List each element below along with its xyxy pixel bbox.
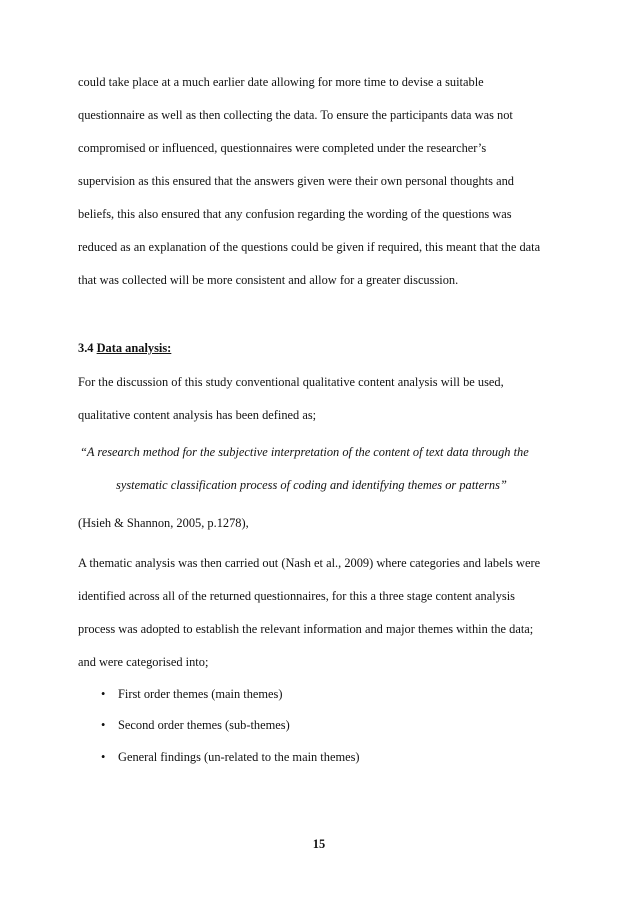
paragraph-line: For the discussion of this study conventional qualitative content analysis will be used, (78, 375, 504, 389)
list-item: Second order themes (sub-themes) (118, 718, 290, 732)
page-number: 15 (312, 837, 326, 851)
quote-line: “A research method for the subjective interpretation of the content of text data through the (80, 445, 529, 459)
section-title: Data analysis: (96, 341, 172, 355)
quote-line: systematic classification process of coding and identifying themes or patterns” (116, 478, 507, 492)
paragraph-line: process was adopted to establish the relevant information and major themes within the data; (78, 622, 534, 636)
citation: (Hsieh & Shannon, 2005, p.1278), (78, 516, 249, 530)
paragraph-line: and were categorised into; (78, 655, 209, 669)
list-item: General findings (un-related to the main themes) (118, 750, 360, 764)
list-item: First order themes (main themes) (118, 687, 283, 701)
paragraph-line: identified across all of the returned questionnaires, for this a three stage content analysis (78, 589, 515, 603)
paragraph-line: A thematic analysis was then carried out (Nash et al., 2009) where categories and labels were (78, 556, 541, 570)
paragraph-line: qualitative content analysis has been defined as; (78, 408, 317, 422)
bullet-dot-icon: • (101, 750, 106, 764)
paragraph-line: reduced as an explanation of the questions could be given if required, this meant that the data (78, 240, 541, 254)
section-heading (78, 340, 171, 356)
paragraph-line: beliefs, this also ensured that any confusion regarding the wording of the questions was (78, 207, 512, 221)
bullet-dot-icon: • (101, 718, 106, 732)
paragraph-line: compromised or influenced, questionnaires were completed under the researcher’s (78, 141, 487, 155)
bullet-dot-icon: • (101, 687, 106, 701)
paragraph-line: could take place at a much earlier date allowing for more time to devise a suitable (78, 75, 484, 89)
paragraph-line: questionnaire as well as then collecting the data. To ensure the participants data was not (78, 108, 513, 122)
section-number: 3.4 (78, 341, 94, 355)
paragraph-line: supervision as this ensured that the answers given were their own personal thoughts and (78, 174, 514, 188)
paragraph-line: that was collected will be more consistent and allow for a greater discussion. (78, 273, 459, 287)
